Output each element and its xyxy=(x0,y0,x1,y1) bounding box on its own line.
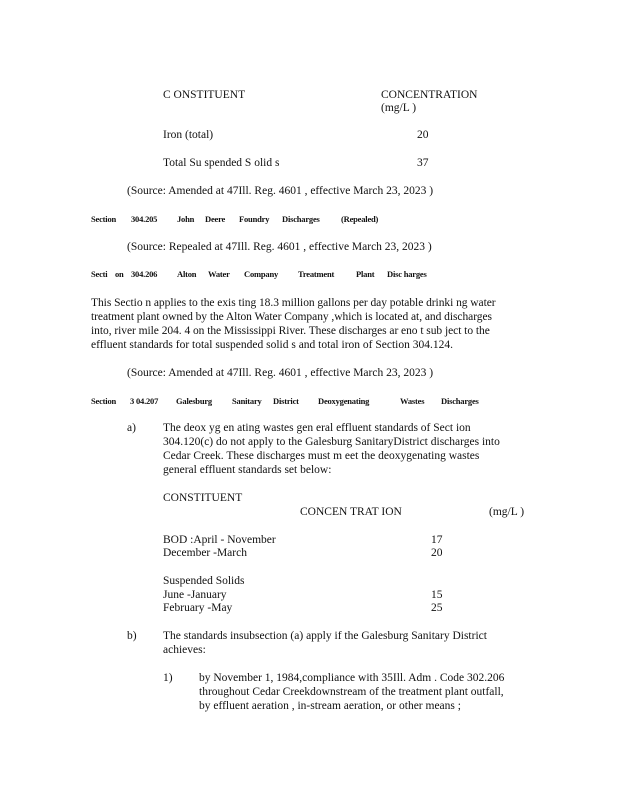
paragraph-line: This Sectio n applies to the exis ting 18.3 million gallons per day potable drinki ng water xyxy=(91,297,496,309)
paragraph-line: effluent standards for total suspended solid s and total iron of Section 304.124. xyxy=(91,339,453,351)
section-label: Section xyxy=(91,396,117,406)
section-label: on xyxy=(115,269,124,279)
section-label: Section xyxy=(91,214,117,224)
table1-row-name: Iron (total) xyxy=(163,129,214,141)
table2-row-label: BOD :April - November xyxy=(163,534,276,546)
section-number: 304.206 xyxy=(131,269,158,279)
list-item-line: general effluent standards set below: xyxy=(163,464,332,476)
table2-row-value: 17 xyxy=(431,534,443,546)
section-title-word: Water xyxy=(208,269,230,279)
list-item-line: throughout Cedar Creekdownstream of the treatment plant outfall, xyxy=(199,686,504,698)
paragraph-line: treatment plant owned by the Alton Water Company ,which is located at, and discharges xyxy=(91,311,492,323)
table2-header-constituent: CONSTITUENT xyxy=(163,492,243,504)
section-number: 3 04.207 xyxy=(130,396,159,406)
section-title-word: Sanitary xyxy=(232,396,262,406)
paragraph-line: into, river mile 204. 4 on the Mississippi River. These discharges ar eno t sub ject to the xyxy=(91,325,490,337)
section-title-word: District xyxy=(273,396,299,406)
table1-header-constituent: C ONSTITUENT xyxy=(163,89,246,101)
table2-row-label: June -January xyxy=(163,589,227,601)
table2-row-value: 15 xyxy=(431,589,443,601)
section-title-word: Galesburg xyxy=(176,396,212,406)
list-item-line: achieves: xyxy=(163,644,206,656)
table1-row-name: Total Su spended S olid s xyxy=(163,157,280,169)
table2-row-label: December -March xyxy=(163,547,247,559)
list-item-line: Cedar Creek. These discharges must m eet the deoxygenating wastes xyxy=(163,450,480,462)
source-note: (Source: Amended at 47Ill. Reg. 4601 , effective March 23, 2023 ) xyxy=(127,367,434,379)
section-title-word: Deere xyxy=(205,214,226,224)
list-item-line: by effluent aeration , in-stream aeration, or other means ; xyxy=(199,700,461,712)
section-title-word: Alton xyxy=(177,269,197,279)
section-title-word: Discharges xyxy=(282,214,320,224)
list-marker: b) xyxy=(127,630,137,642)
section-title-word: Deoxygenating xyxy=(318,396,370,406)
section-title-word: (Repealed) xyxy=(341,214,379,224)
table2-group-label: Suspended Solids xyxy=(163,575,245,587)
table1-row-value: 37 xyxy=(417,157,429,169)
source-note: (Source: Amended at 47Ill. Reg. 4601 , effective March 23, 2023 ) xyxy=(127,185,434,197)
table1-row-value: 20 xyxy=(417,129,429,141)
table1-header-concentration: CONCENTRATION xyxy=(381,89,478,101)
list-item-line: 304.120(c) do not apply to the Galesburg SanitaryDistrict discharges into xyxy=(163,436,500,448)
table2-row-value: 20 xyxy=(431,547,443,559)
section-title-word: Plant xyxy=(356,269,375,279)
list-marker: a) xyxy=(127,422,136,434)
list-item-line: The deox yg en ating wastes gen eral effluent standards of Sect ion xyxy=(163,422,471,434)
section-title-word: Wastes xyxy=(400,396,425,406)
section-title-word: Treatment xyxy=(298,269,335,279)
section-title-word: Foundry xyxy=(239,214,270,224)
list-item-line: The standards insubsection (a) apply if the Galesburg Sanitary District xyxy=(163,630,487,642)
source-note: (Source: Repealed at 47Ill. Reg. 4601 , effective March 23, 2023 ) xyxy=(127,241,432,253)
table2-row-value: 25 xyxy=(431,602,443,614)
section-title-word: Company xyxy=(244,269,279,279)
section-title-word: Disc harges xyxy=(387,269,427,279)
section-title-word: Discharges xyxy=(441,396,479,406)
section-label: Secti xyxy=(91,269,108,279)
table2-row-label: February -May xyxy=(163,602,233,614)
table2-header-unit: (mg/L ) xyxy=(489,506,525,518)
section-title-word: John xyxy=(177,214,195,224)
list-marker: 1) xyxy=(163,672,173,684)
table1-header-unit: (mg/L ) xyxy=(381,102,417,114)
list-item-line: by November 1, 1984,compliance with 35Ill. Adm . Code 302.206 xyxy=(199,672,505,684)
table2-header-concentration: CONCEN TRAT ION xyxy=(300,506,402,518)
section-number: 304.205 xyxy=(131,214,158,224)
